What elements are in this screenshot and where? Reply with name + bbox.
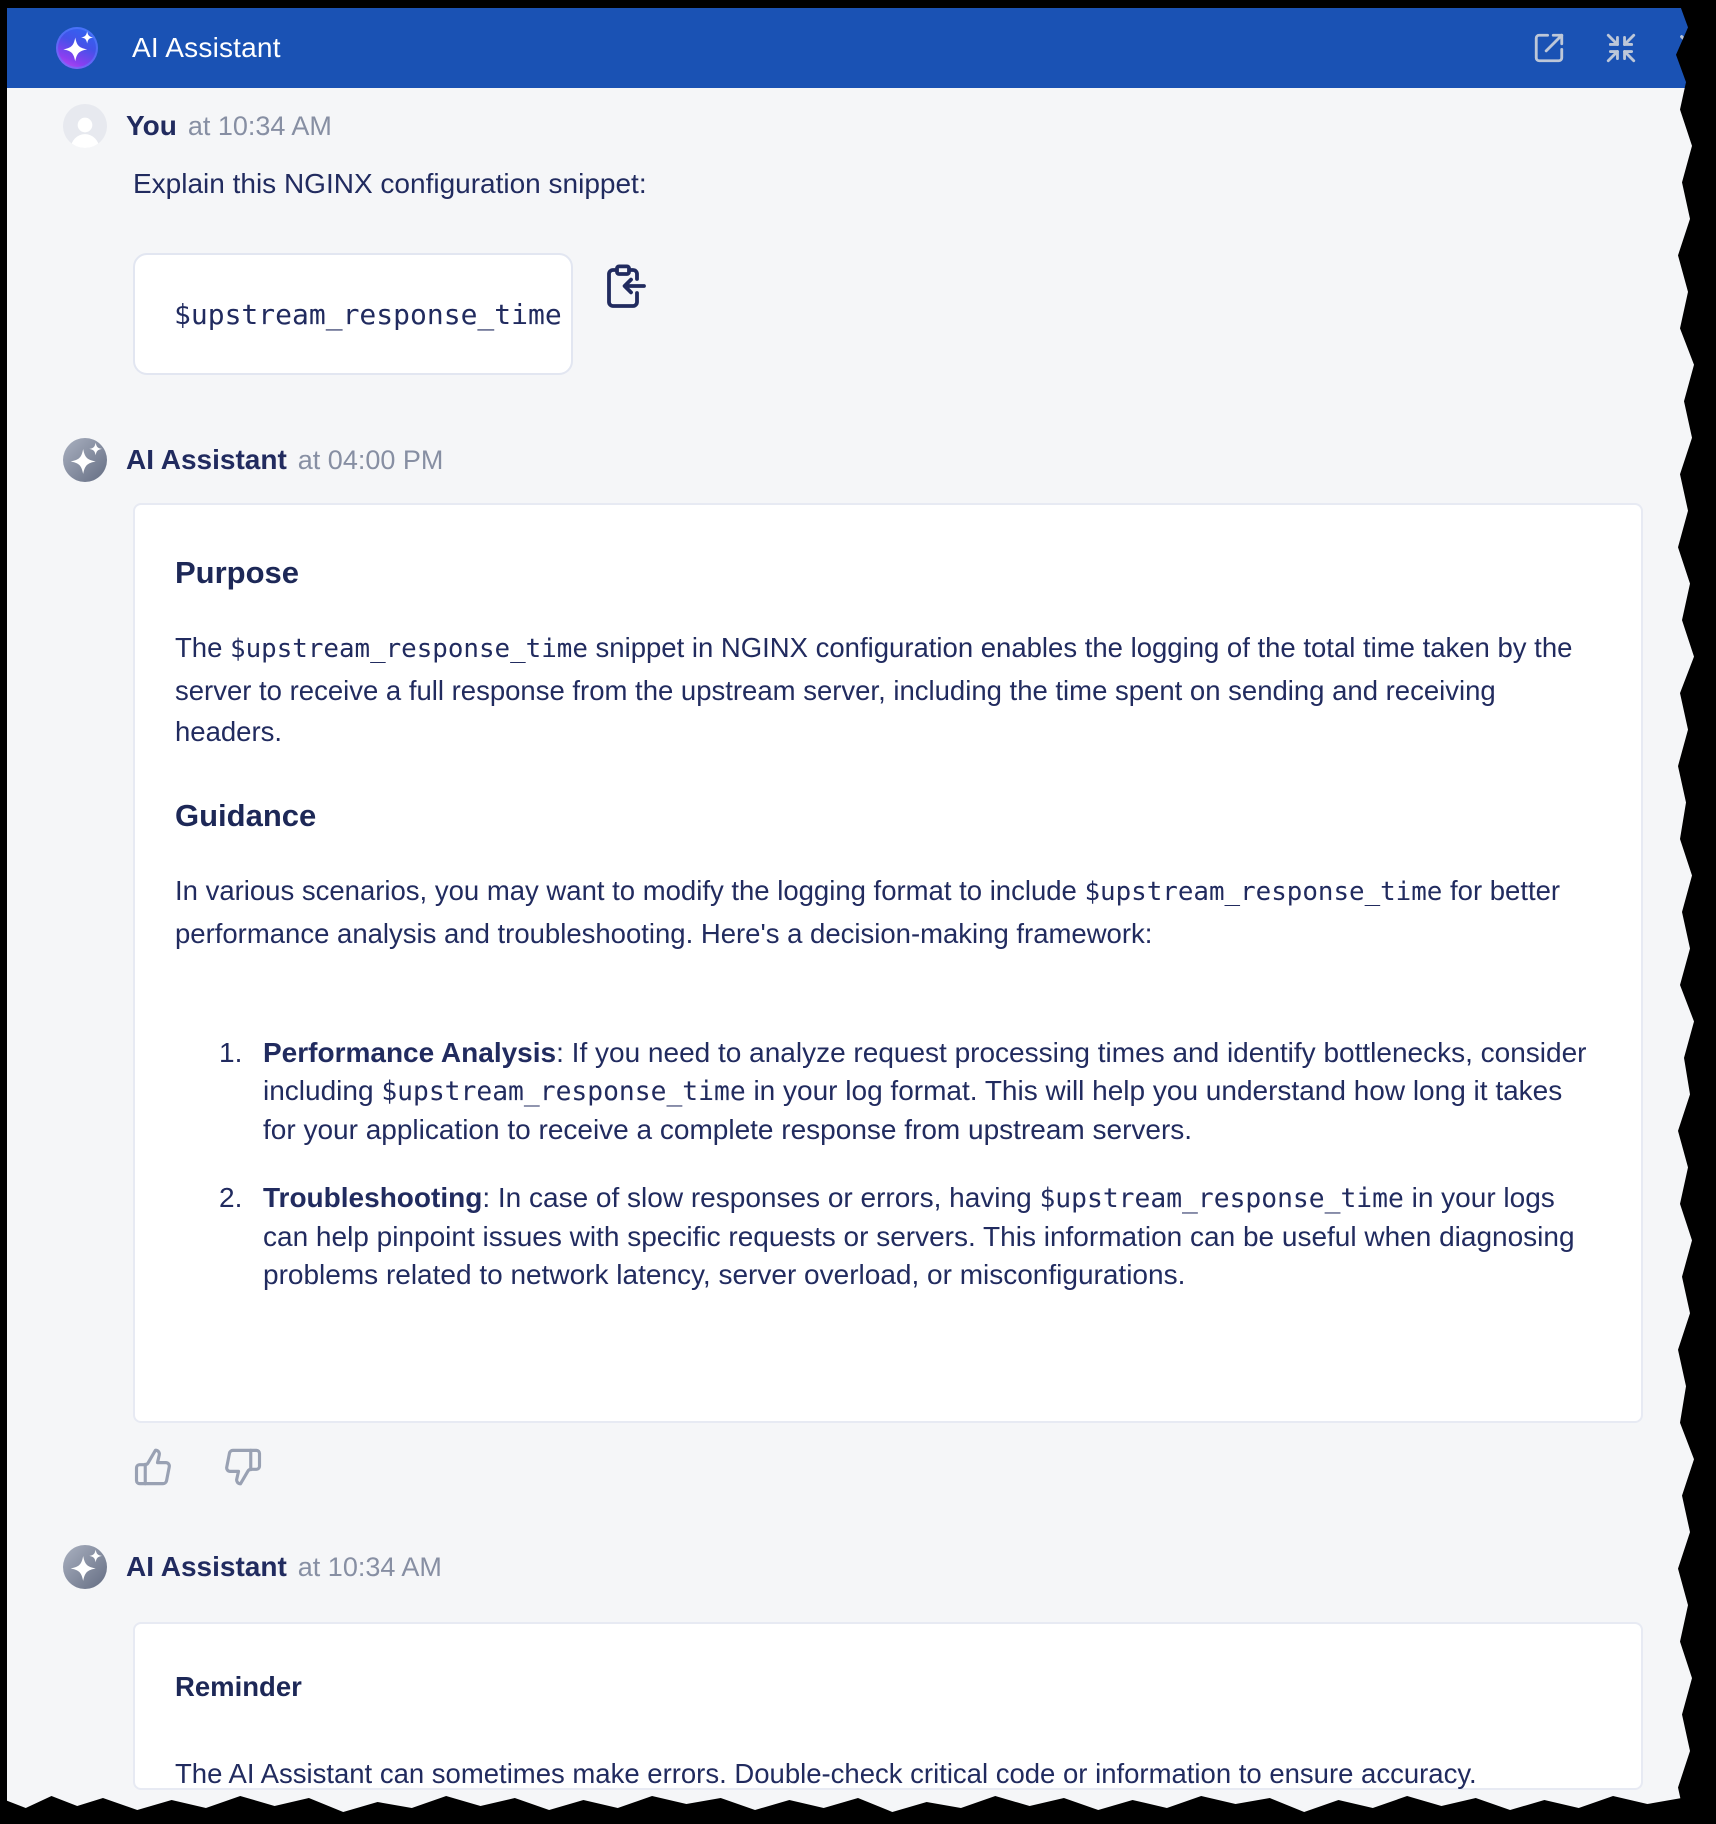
person-silhouette-icon xyxy=(65,110,105,148)
collapse-icon xyxy=(1604,31,1638,65)
copy-code-button[interactable] xyxy=(599,262,647,310)
sparkle-glyph xyxy=(56,27,98,69)
message-timestamp: at 04:00 PM xyxy=(297,444,444,475)
frame-edge-top xyxy=(0,0,1716,8)
guidance-paragraph xyxy=(175,870,1601,954)
user-prompt-text: Explain this NGINX configuration snippet: xyxy=(133,168,647,199)
text-segment-code: $upstream_response_time xyxy=(1039,1184,1404,1214)
collapse-button[interactable] xyxy=(1604,31,1638,65)
text-segment-code: $upstream_response_time xyxy=(381,1077,746,1107)
list-item xyxy=(175,1034,1601,1149)
text-segment-text: : In case of slow responses or errors, having xyxy=(482,1182,1040,1213)
sender-name: AI Assistant xyxy=(126,444,287,475)
reminder-card xyxy=(133,1622,1643,1790)
user-message-header xyxy=(63,104,332,148)
text-segment-text: in your logs can help pinpoint issues with specific requests or servers. This information can be useful when diagnosing problems related to network latency, server overload, or misconfigurations. xyxy=(263,1182,1575,1290)
sender-name: AI Assistant xyxy=(126,1551,287,1582)
section-heading-purpose: Purpose xyxy=(175,555,300,590)
sparkle-avatar-icon xyxy=(63,438,107,482)
frame-edge-left xyxy=(0,0,7,1824)
section-heading-guidance: Guidance xyxy=(175,798,317,833)
thumbs-up-button[interactable] xyxy=(133,1446,175,1488)
assistant-avatar xyxy=(63,1545,107,1589)
text-segment-text: for better performance analysis and troubleshooting. Here's a decision-making framework: xyxy=(175,875,1561,949)
code-snippet-text: $upstream_response_time xyxy=(174,297,562,331)
reminder-title: Reminder xyxy=(175,1671,302,1702)
assistant-message-header xyxy=(63,438,443,482)
thumbs-down-button[interactable] xyxy=(221,1446,263,1488)
text-segment-code: $upstream_response_time xyxy=(230,634,588,664)
sparkle-logo-icon xyxy=(56,27,98,69)
code-snippet-box xyxy=(133,253,573,375)
list-item-text xyxy=(263,1034,1601,1149)
panel-title: AI Assistant xyxy=(132,32,281,63)
text-segment-strong: Performance Analysis xyxy=(263,1037,557,1068)
text-segment-text: : If you need to analyze request processing times and identify bottlenecks, consider including xyxy=(263,1037,1587,1106)
purpose-paragraph xyxy=(175,627,1601,752)
panel-header xyxy=(7,8,1716,88)
text-segment-text: In various scenarios, you may want to modify the logging format to include xyxy=(175,875,1085,906)
text-segment-strong: Troubleshooting xyxy=(263,1182,483,1213)
thumbs-up-icon xyxy=(133,1446,175,1488)
sender-name: You xyxy=(126,110,177,141)
user-avatar xyxy=(63,104,107,148)
reminder-text: The AI Assistant can sometimes make errors. Double-check critical code or information to ensure accuracy. xyxy=(175,1758,1477,1789)
sparkle-avatar-icon xyxy=(63,1545,107,1589)
open-in-new-button[interactable] xyxy=(1532,31,1566,65)
text-segment-text: in your log format. This will help you understand how long it takes for your application to receive a complete response from upstream servers. xyxy=(263,1075,1563,1145)
thumbs-down-icon xyxy=(221,1446,263,1488)
guidance-list xyxy=(175,1034,1601,1294)
text-segment-text: snippet in NGINX configuration enables the logging of the total time taken by the server to receive a full response from the upstream server, including the time spent on sending and receiving headers. xyxy=(175,632,1573,747)
feedback-buttons xyxy=(133,1446,263,1488)
assistant-avatar xyxy=(63,438,107,482)
ai-assistant-panel xyxy=(7,8,1716,1824)
list-item xyxy=(175,1179,1601,1294)
copy-code-icon xyxy=(599,262,647,310)
assistant-message-header xyxy=(63,1545,442,1589)
text-segment-code: $upstream_response_time xyxy=(1084,877,1443,907)
open-in-new-icon xyxy=(1532,31,1566,65)
text-segment-text: The xyxy=(175,632,231,663)
list-item-number: 1. xyxy=(219,1037,243,1068)
assistant-response-card xyxy=(133,503,1643,1423)
message-timestamp: at 10:34 AM xyxy=(187,110,332,141)
list-item-text xyxy=(263,1179,1601,1294)
list-item-number: 2. xyxy=(219,1182,243,1213)
message-timestamp: at 10:34 AM xyxy=(297,1551,442,1582)
